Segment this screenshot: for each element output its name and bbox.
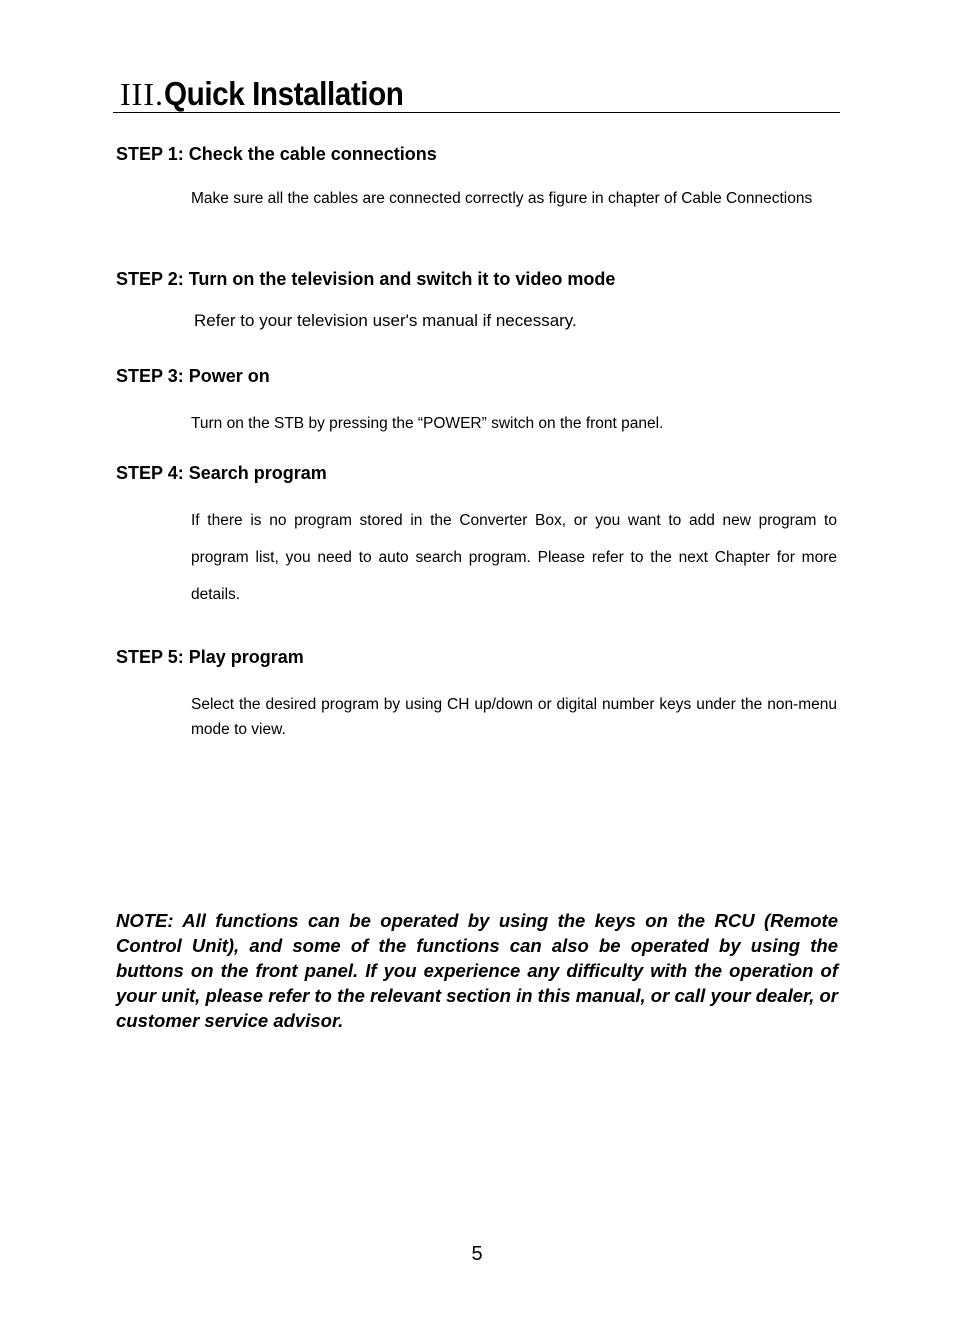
step-3-body: Turn on the STB by pressing the “POWER” switch on the front panel.: [191, 415, 664, 432]
step-5-body: Select the desired program by using CH up/down or digital number keys under the non-menu mode to view.: [191, 696, 837, 738]
section-title: Quick Installation: [163, 75, 404, 112]
step-2-heading: STEP 2: Turn on the television and switch it to video mode: [116, 269, 616, 289]
step-5-heading: STEP 5: Play program: [116, 647, 304, 667]
step-4-heading: STEP 4: Search program: [116, 463, 327, 483]
page-title: [120, 72, 430, 116]
section-numeral: III.: [120, 76, 164, 112]
title-divider: [113, 112, 840, 113]
step-4-body: If there is no program stored in the Converter Box, or you want to add new program to program list, you need to auto search program. Please refer to the next Chapter for more details.: [191, 512, 837, 603]
note-paragraph: NOTE: All functions can be operated by using the keys on the RCU (Remote Control Unit), and some of the functions can also be operated by using the buttons on the front panel. If you experience any difficulty with the operation of your unit, please refer to the relevant section in this manual, or call your dealer, or customer service advisor.: [116, 910, 838, 1031]
step-1-heading: STEP 1: Check the cable connections: [116, 144, 437, 164]
step-3-heading: STEP 3: Power on: [116, 366, 270, 386]
step-2-body: Refer to your television user's manual if necessary.: [194, 311, 577, 330]
page-number: 5: [471, 1243, 483, 1265]
step-1-body: Make sure all the cables are connected correctly as figure in chapter of Cable Connections: [191, 190, 813, 207]
